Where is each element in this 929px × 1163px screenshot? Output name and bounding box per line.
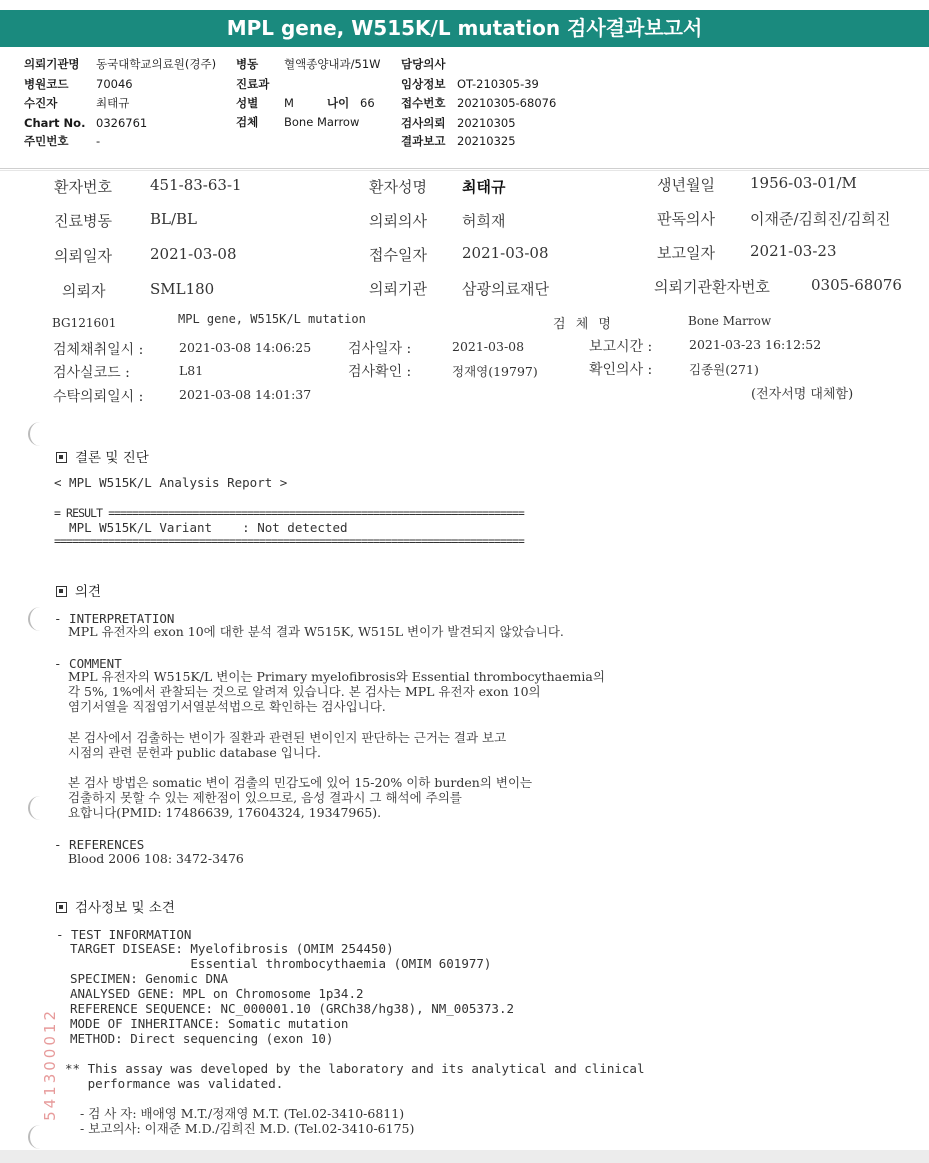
- room-code-value: L81: [179, 363, 204, 378]
- header-field-age: 나이 66: [327, 96, 375, 110]
- opinion-section-heading: 의견: [56, 580, 101, 600]
- header-field: 검체 Bone Marrow: [236, 115, 360, 129]
- patient-field-label: 생년월일: [657, 176, 715, 194]
- comment-line: 검출하지 못할 수 있는 제한점이 있으므로, 음성 결과시 그 해석에 주의를: [68, 790, 462, 805]
- test-info-line: METHOD: Direct sequencing (exon 10): [70, 1031, 334, 1046]
- report-title: MPL gene, W515K/L mutation 검사결과보고서: [0, 10, 929, 47]
- result-section-heading: 결론 및 진단: [56, 446, 149, 466]
- test-information-heading: - TEST INFORMATION: [56, 927, 192, 942]
- confirm-doctor-value: 김종원(271): [689, 362, 759, 377]
- reporter-line: - 보고의사: 이재준 M.D./김희진 M.D. (Tel.02-3410-6175): [80, 1121, 415, 1136]
- patient-field-label: 의뢰일자: [54, 247, 112, 265]
- test-info-line: ANALYSED GENE: MPL on Chromosome 1p34.2: [70, 986, 364, 1001]
- header-field: 주민번호 -: [24, 134, 101, 148]
- page-bottom-edge: [0, 1150, 929, 1163]
- header-field: 병동 혈액종양내과/51W: [236, 57, 381, 71]
- header-field: 결과보고 20210325: [401, 134, 516, 148]
- comment-line: 본 검사 방법은 somatic 변이 검출의 민감도에 있어 15-20% 이하 burden의 변이는: [68, 775, 533, 790]
- test-info-line: TARGET DISEASE: Myelofibrosis (OMIM 254450): [70, 941, 394, 956]
- collected-label: 검체채취일시 :: [53, 342, 144, 358]
- patient-field-label: 의뢰자: [62, 282, 106, 300]
- patient-id: 451-83-63-1: [150, 176, 242, 194]
- variant-result: MPL W515K/L Variant : Not detected: [54, 520, 348, 535]
- header-field: 진료과: [236, 77, 270, 91]
- result-rule: = RESULT =====================================================================: [54, 506, 524, 520]
- section-bullet-icon: [56, 586, 67, 597]
- patient-field-label: 진료병동: [54, 212, 112, 230]
- header-field: 수진자 최태규: [24, 96, 130, 110]
- assay-note: ** This assay was developed by the laboratory and its analytical and clinical: [65, 1061, 645, 1076]
- electronic-signature-note: (전자서명 대체함): [751, 387, 854, 402]
- header-field: 병원코드 70046: [24, 77, 133, 91]
- patient-reading-doctor: 이재준/김희진/김희진: [750, 210, 891, 228]
- patient-order-date: 2021-03-08: [150, 245, 237, 263]
- result-bottom-rule: ==============================================================================: [54, 534, 524, 548]
- patient-ward: BL/BL: [150, 210, 198, 228]
- test-info-line: MODE OF INHERITANCE: Somatic mutation: [70, 1016, 349, 1031]
- patient-field-label: 보고일자: [657, 244, 715, 262]
- patient-field-label: 판독의사: [657, 210, 715, 228]
- comment-line: MPL 유전자의 W515K/L 변이는 Primary myelofibrosis와 Essential thrombocythaemia의: [68, 669, 605, 684]
- tester-line: - 검 사 자: 배애영 M.T./정재영 M.T. (Tel.02-3410-6811): [80, 1106, 405, 1121]
- patient-birth: 1956-03-01/M: [750, 174, 857, 192]
- test-info-line: Essential thrombocythaemia (OMIM 601977): [70, 956, 492, 971]
- test-code: BG121601: [52, 316, 117, 330]
- assay-note: performance was validated.: [65, 1076, 284, 1091]
- test-info-line: SPECIMEN: Genomic DNA: [70, 971, 229, 986]
- header-field: 임상정보 OT-210305-39: [401, 77, 539, 91]
- comment-line: 시점의 관련 문헌과 public database 입니다.: [68, 745, 321, 760]
- patient-field-label: 접수일자: [369, 246, 427, 264]
- report-time-value: 2021-03-23 16:12:52: [689, 337, 822, 352]
- comment-line: 본 검사에서 검출하는 변이가 질환과 관련된 변이인지 판단하는 근거는 결과 보고: [68, 730, 507, 745]
- test-date-value: 2021-03-08: [452, 339, 525, 354]
- patient-requester: SML180: [150, 280, 215, 298]
- patient-field-label: 환자성명: [369, 178, 427, 196]
- test-info-line: REFERENCE SEQUENCE: NC_000001.10 (GRCh38/hg38), NM_005373.2: [70, 1001, 515, 1016]
- collected-value: 2021-03-08 14:06:25: [179, 340, 312, 355]
- confirm-doctor-label: 확인의사 :: [589, 362, 653, 378]
- ordered-label: 수탁의뢰일시 :: [53, 389, 144, 405]
- confirm-label: 검사확인 :: [348, 364, 412, 380]
- comment-line: 염기서열을 직접염기서열분석법으로 확인하는 검사입니다.: [68, 699, 386, 714]
- comment-line: 요합니다(PMID: 17486639, 17604324, 19347965).: [68, 805, 382, 820]
- patient-report-date: 2021-03-23: [750, 242, 837, 260]
- comment-line: 각 5%, 1%에서 관찰되는 것으로 알려져 있습니다. 본 검사는 MPL 유전자 exon 10의: [68, 684, 541, 699]
- header-field: 접수번호 20210305-68076: [401, 96, 557, 110]
- test-name: MPL gene, W515K/L mutation: [178, 312, 366, 326]
- analysis-report-title: < MPL W515K/L Analysis Report >: [54, 475, 288, 490]
- report-time-label: 보고시간 :: [589, 339, 653, 355]
- header-field: 담당의사: [401, 57, 446, 71]
- patient-ordering-doctor: 허희재: [462, 212, 506, 230]
- test-date-label: 검사일자 :: [348, 341, 412, 357]
- section-bullet-icon: [56, 902, 67, 913]
- test-info-section-heading: 검사정보 및 소견: [56, 896, 175, 916]
- interpretation-text: MPL 유전자의 exon 10에 대한 분석 결과 W515K, W515L 변이가 발견되지 않았습니다.: [68, 624, 564, 639]
- header-field: Chart No. 0326761: [24, 116, 148, 130]
- patient-field-label: 의뢰기관환자번호: [654, 278, 770, 296]
- patient-name: 최태규: [462, 178, 506, 196]
- header-field: 성별 M: [236, 96, 294, 110]
- header-field: 검사의뢰 20210305: [401, 116, 516, 130]
- header-divider: [0, 168, 929, 171]
- section-bullet-icon: [56, 452, 67, 463]
- patient-field-label: 의뢰의사: [369, 212, 427, 230]
- patient-field-label: 의뢰기관: [369, 280, 427, 298]
- reference-citation: Blood 2006 108: 3472-3476: [68, 851, 244, 866]
- patient-field-label: 환자번호: [54, 178, 112, 196]
- interpretation-heading: - INTERPRETATION: [54, 611, 175, 626]
- specimen-label: 검 체 명: [553, 317, 614, 332]
- patient-institution-number: 0305-68076: [811, 276, 902, 294]
- ordered-value: 2021-03-08 14:01:37: [179, 387, 312, 402]
- patient-requesting-institution: 삼광의료재단: [462, 280, 549, 298]
- header-field: 의뢰기관명 동국대학교의료원(경주): [24, 57, 217, 71]
- room-code-label: 검사실코드 :: [53, 365, 130, 381]
- specimen-value: Bone Marrow: [688, 314, 772, 328]
- references-heading: - REFERENCES: [54, 837, 145, 852]
- comment-heading: - COMMENT: [54, 656, 122, 671]
- confirm-value: 정재영(19797): [452, 364, 538, 379]
- side-serial-number: 541300012: [41, 1008, 59, 1121]
- patient-receipt-date: 2021-03-08: [462, 244, 549, 262]
